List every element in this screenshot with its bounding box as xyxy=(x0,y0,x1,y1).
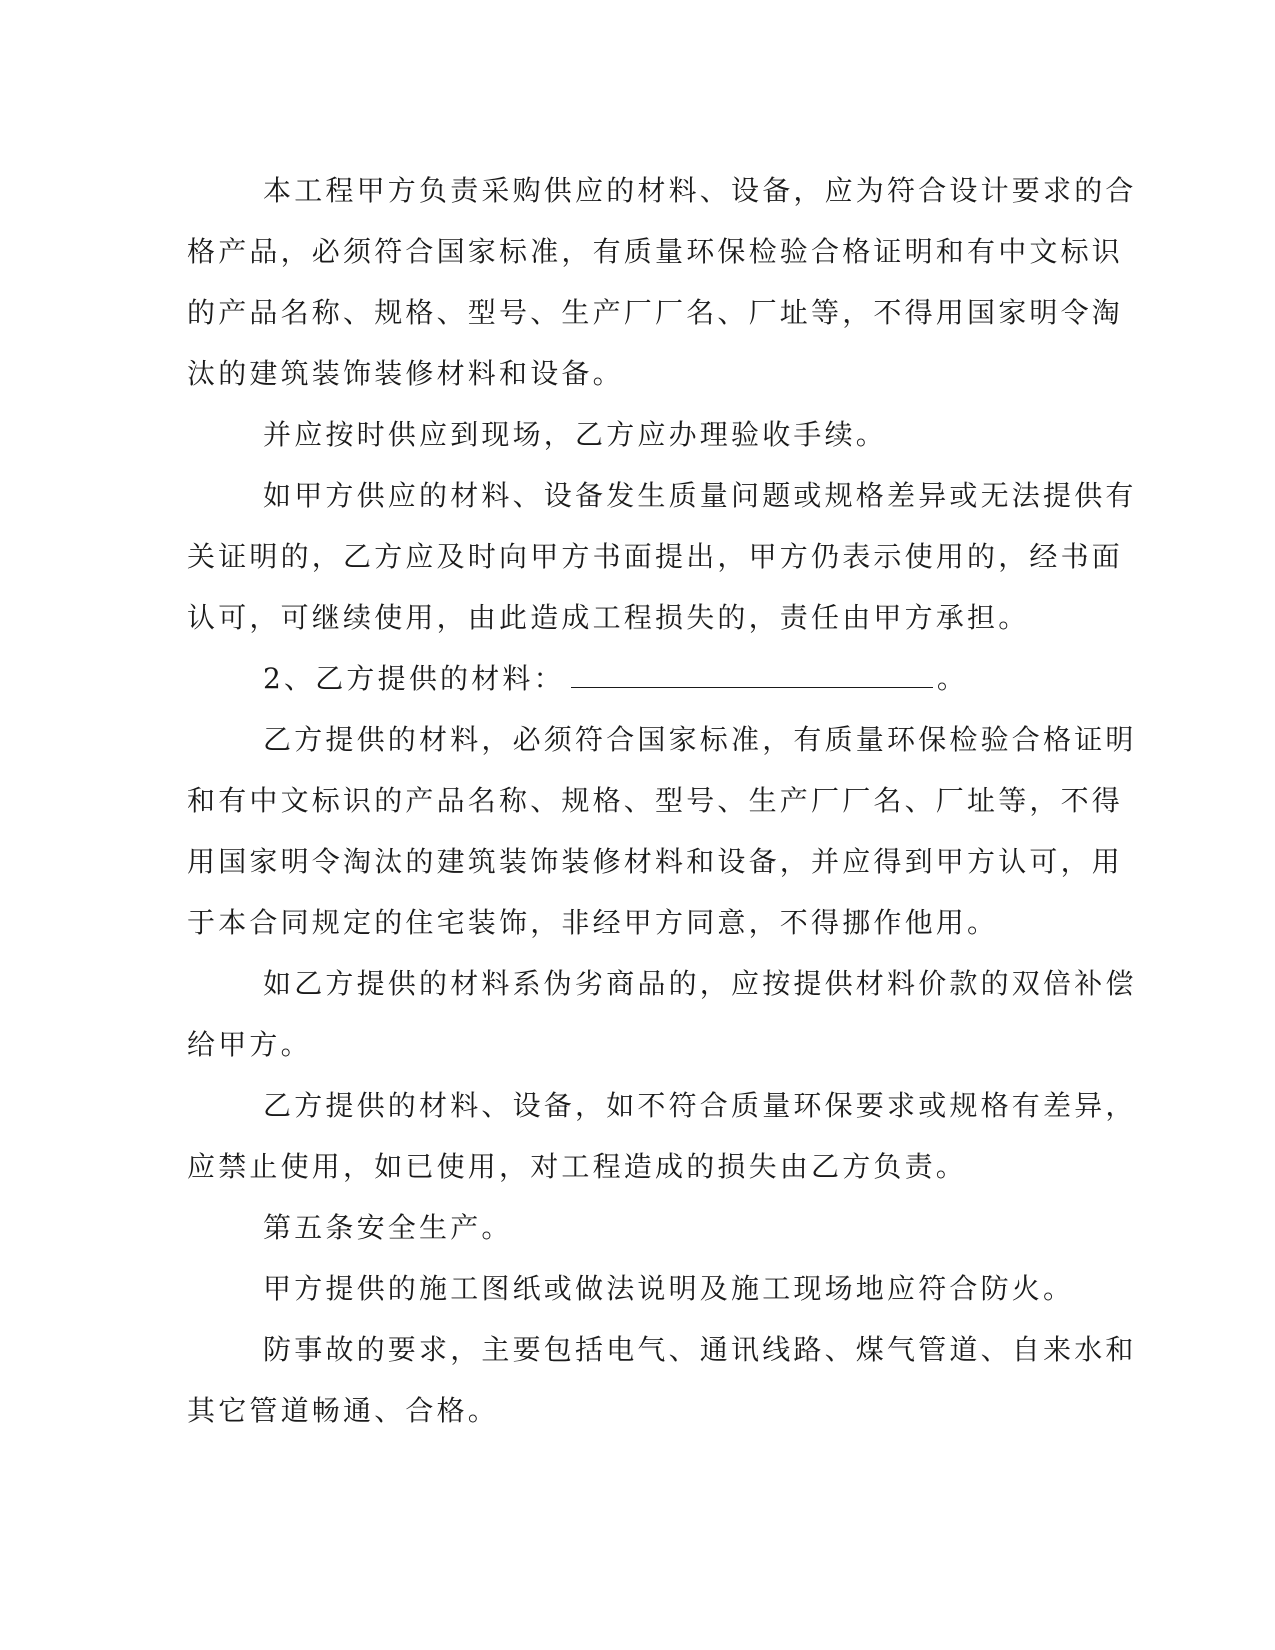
text-line: 防事故的要求，主要包括电气、通讯线路、煤气管道、自来水和 xyxy=(263,1333,1137,1366)
text-line: 应禁止使用，如已使用，对工程造成的损失由乙方负责。 xyxy=(187,1150,968,1183)
text-line: 和有中文标识的产品名称、规格、型号、生产厂厂名、厂址等，不得 xyxy=(187,784,1124,817)
line-end-mark: 。 xyxy=(936,662,969,695)
text-line xyxy=(187,648,1087,709)
text-line: 并应按时供应到现场，乙方应办理验收手续。 xyxy=(263,418,888,451)
text-line: 如乙方提供的材料系伪劣商品的，应按提供材料价款的双倍补偿 xyxy=(263,967,1137,1000)
text-line: 如甲方供应的材料、设备发生质量问题或规格差异或无法提供有 xyxy=(263,479,1137,512)
paragraph-5 xyxy=(187,709,1137,953)
text-line: 格产品，必须符合国家标准，有质量环保检验合格证明和有中文标识 xyxy=(187,235,1124,268)
material-label: 2、乙方提供的材料： xyxy=(263,662,565,695)
text-line: 乙方提供的材料、设备，如不符合质量环保要求或规格有差异， xyxy=(263,1089,1137,1122)
text-line: 认可，可继续使用，由此造成工程损失的，责任由甲方承担。 xyxy=(187,601,1030,634)
paragraph-9 xyxy=(187,1258,1087,1319)
document-body xyxy=(187,160,1137,1441)
paragraph-8 xyxy=(187,1197,1087,1258)
text-line: 的产品名称、规格、型号、生产厂厂名、厂址等，不得用国家明令淘 xyxy=(187,296,1124,329)
paragraph-1 xyxy=(187,160,1137,404)
paragraph-2 xyxy=(187,404,1087,465)
text-line: 本工程甲方负责采购供应的材料、设备，应为符合设计要求的合 xyxy=(263,174,1137,207)
text-line: 其它管道畅通、合格。 xyxy=(187,1394,500,1427)
paragraph-7 xyxy=(187,1075,1137,1197)
paragraph-4 xyxy=(187,648,1087,709)
text-line: 汰的建筑装饰装修材料和设备。 xyxy=(187,357,624,390)
paragraph-10 xyxy=(187,1319,1137,1441)
paragraph-6 xyxy=(187,953,1137,1075)
section-heading: 第五条安全生产。 xyxy=(263,1211,513,1244)
text-line: 乙方提供的材料，必须符合国家标准，有质量环保检验合格证明 xyxy=(263,723,1137,756)
text-line: 甲方提供的施工图纸或做法说明及施工现场地应符合防火。 xyxy=(263,1272,1075,1305)
text-line: 给甲方。 xyxy=(187,1028,312,1061)
text-line: 用国家明令淘汰的建筑装饰装修材料和设备，并应得到甲方认可，用 xyxy=(187,845,1124,878)
fill-in-blank xyxy=(571,686,933,688)
text-line: 于本合同规定的住宅装饰，非经甲方同意，不得挪作他用。 xyxy=(187,906,999,939)
text-line: 关证明的，乙方应及时向甲方书面提出，甲方仍表示使用的，经书面 xyxy=(187,540,1124,573)
paragraph-3 xyxy=(187,465,1137,648)
